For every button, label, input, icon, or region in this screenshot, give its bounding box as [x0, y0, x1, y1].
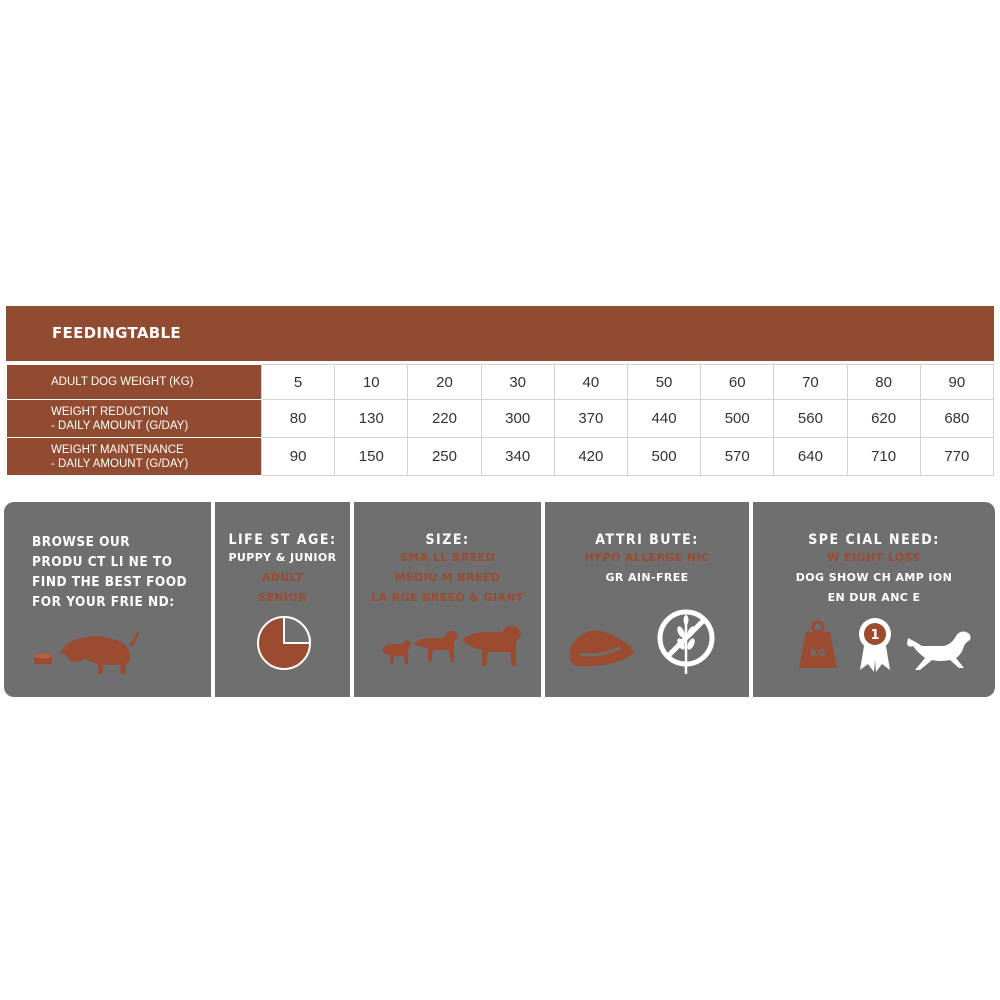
attribute-grain-free: GR AIN-FREE: [605, 571, 689, 584]
size-medium: MEDIU M BREED: [394, 571, 501, 584]
product-info-panel: [4, 502, 995, 697]
attribute-section: [545, 532, 749, 697]
table-row-weight-maintenance: [7, 438, 994, 476]
browse-line: FOR YOUR FRIE ND:: [32, 594, 175, 610]
table-cell: 560: [774, 400, 847, 438]
meat-steak-icon: [566, 624, 636, 672]
kg-label: KG: [810, 648, 826, 659]
table-cell: 50: [627, 365, 700, 400]
life-stage-heading: LIFE ST AGE:: [228, 532, 337, 548]
table-cell: 250: [408, 438, 481, 476]
table-cell: 300: [481, 400, 554, 438]
table-cell: 680: [920, 400, 993, 438]
table-row-weight-reduction: [7, 400, 994, 438]
size-small: SMA LL BREED: [400, 551, 495, 564]
table-cell: 440: [627, 400, 700, 438]
table-cell: 5: [262, 365, 335, 400]
dog-sizes-icon: [378, 624, 528, 670]
running-dog-icon: [902, 624, 974, 670]
feeding-table-title: FEEDINGTABLE: [52, 324, 181, 342]
table-row-weight: [7, 365, 994, 400]
row-label-weight: ADULT DOG WEIGHT (KG): [7, 365, 262, 400]
table-cell: 570: [701, 438, 774, 476]
table-cell: 10: [335, 365, 408, 400]
table-cell: 40: [554, 365, 627, 400]
row-label-weight-reduction: WEIGHT REDUCTION - DAILY AMOUNT (G/DAY): [7, 400, 262, 438]
table-cell: 420: [554, 438, 627, 476]
browse-line: BROWSE OUR: [32, 534, 131, 550]
table-cell: 500: [627, 438, 700, 476]
attribute-hypoallergenic: HYPO ALLERGE NIC: [584, 551, 710, 564]
table-cell: 90: [262, 438, 335, 476]
table-cell: 770: [920, 438, 993, 476]
life-stage-adult: ADULT: [261, 571, 304, 584]
table-cell: 340: [481, 438, 554, 476]
medal-label: 1: [870, 628, 880, 643]
life-stage-puppy: PUPPY & JUNIOR: [228, 551, 337, 564]
special-need-section: [753, 532, 995, 697]
table-cell: 640: [774, 438, 847, 476]
weight-kg-icon: [798, 620, 838, 670]
table-cell: 370: [554, 400, 627, 438]
table-cell: 150: [335, 438, 408, 476]
table-cell: 130: [335, 400, 408, 438]
table-cell: 60: [701, 365, 774, 400]
award-medal-icon: [856, 616, 894, 672]
special-need-weight-loss: W EIGHT LOSS: [827, 551, 921, 564]
table-cell: 30: [481, 365, 554, 400]
table-cell: 710: [847, 438, 920, 476]
grain-free-icon: [654, 604, 718, 676]
table-cell: 90: [920, 365, 993, 400]
table-cell: 80: [262, 400, 335, 438]
special-need-endurance: EN DUR ANC E: [827, 591, 921, 604]
browse-line: PRODU CT LI NE TO: [32, 554, 173, 570]
row-label-weight-maintenance: WEIGHT MAINTENANCE - DAILY AMOUNT (G/DAY): [7, 438, 262, 476]
feeding-table: [6, 364, 994, 476]
dog-eating-icon: [32, 624, 142, 674]
size-section: [354, 532, 541, 697]
table-cell: 500: [701, 400, 774, 438]
size-large: LA RGE BREED & GIANT: [371, 591, 524, 604]
table-cell: 70: [774, 365, 847, 400]
life-stage-senior: SENIOR: [258, 591, 307, 604]
table-cell: 20: [408, 365, 481, 400]
table-cell: 620: [847, 400, 920, 438]
table-cell: 220: [408, 400, 481, 438]
size-heading: SIZE:: [425, 532, 470, 548]
feeding-table-header: [6, 306, 994, 361]
special-need-dog-show: DOG SHOW CH AMP ION: [795, 571, 953, 584]
attribute-heading: ATTRI BUTE:: [595, 532, 699, 548]
special-need-heading: SPE CIAL NEED:: [808, 532, 940, 548]
table-cell: 80: [847, 365, 920, 400]
life-stage-pie-icon: [256, 615, 312, 671]
browse-line: FIND THE BEST FOOD: [32, 574, 188, 590]
